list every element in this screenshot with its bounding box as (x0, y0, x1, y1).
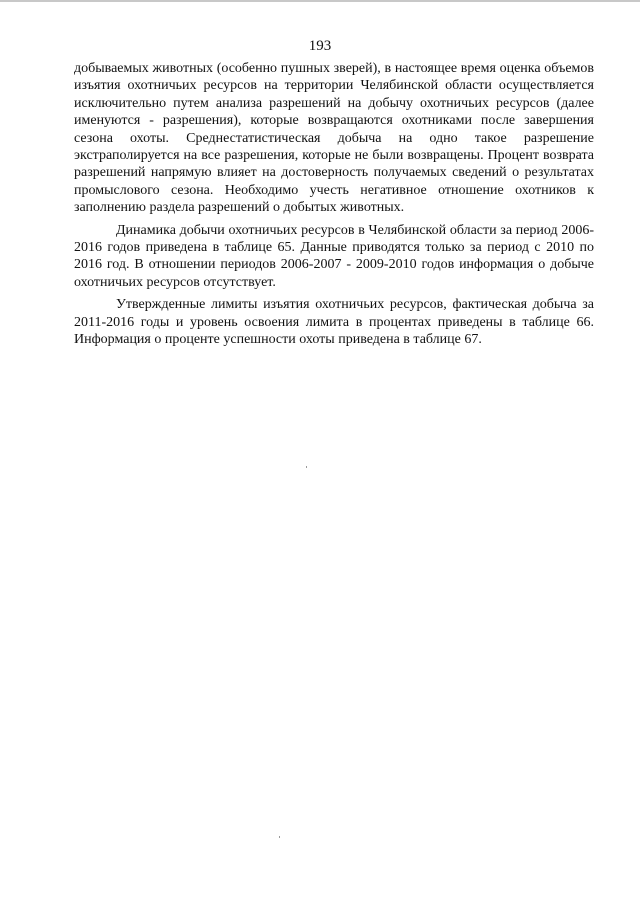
paragraph-dynamics: Динамика добычи охотничьих ресурсов в Челябинской области за период 2006-2016 годов приведена в таблице 65. Данные приводятся только за период с 2010 по 2016 год. В отношении периодов 2006-2007 - 2009-2010 годов информация о добыче охотничьих ресурсов отсутствует. (74, 222, 594, 290)
scan-edge (0, 0, 640, 2)
scan-speck (279, 836, 280, 838)
paragraph-continued: добываемых животных (особенно пушных зверей), в настоящее время оценка объемов изъятия охотничьих ресурсов на территории Челябинской области осуществляется исключительно путем анализа разрешений на добычу охотничьих ресурсов (далее именуются - разрешения), которые возвращаются охотниками после завершения сезона охоты. Среднестатистическая добыча на одно такое разрешение экстраполируется на все разрешения, которые не были возвращены. Процент возврата разрешений напрямую влияет на достоверность получаемых сведений о результатах промыслового сезона. Необходимо учесть негативное отношение охотников к заполнению раздела разрешений о добытых животных. (74, 61, 594, 216)
scan-speck (306, 466, 307, 468)
page-number: 193 (308, 38, 332, 54)
document-body (74, 60, 594, 354)
paragraph-limits: Утвержденные лимиты изъятия охотничьих ресурсов, фактическая добыча за 2011-2016 годы и уровень освоения лимита в процентах приведены в таблице 66. Информация о проценте успешности охоты приведена в таблице 67. (74, 297, 594, 348)
